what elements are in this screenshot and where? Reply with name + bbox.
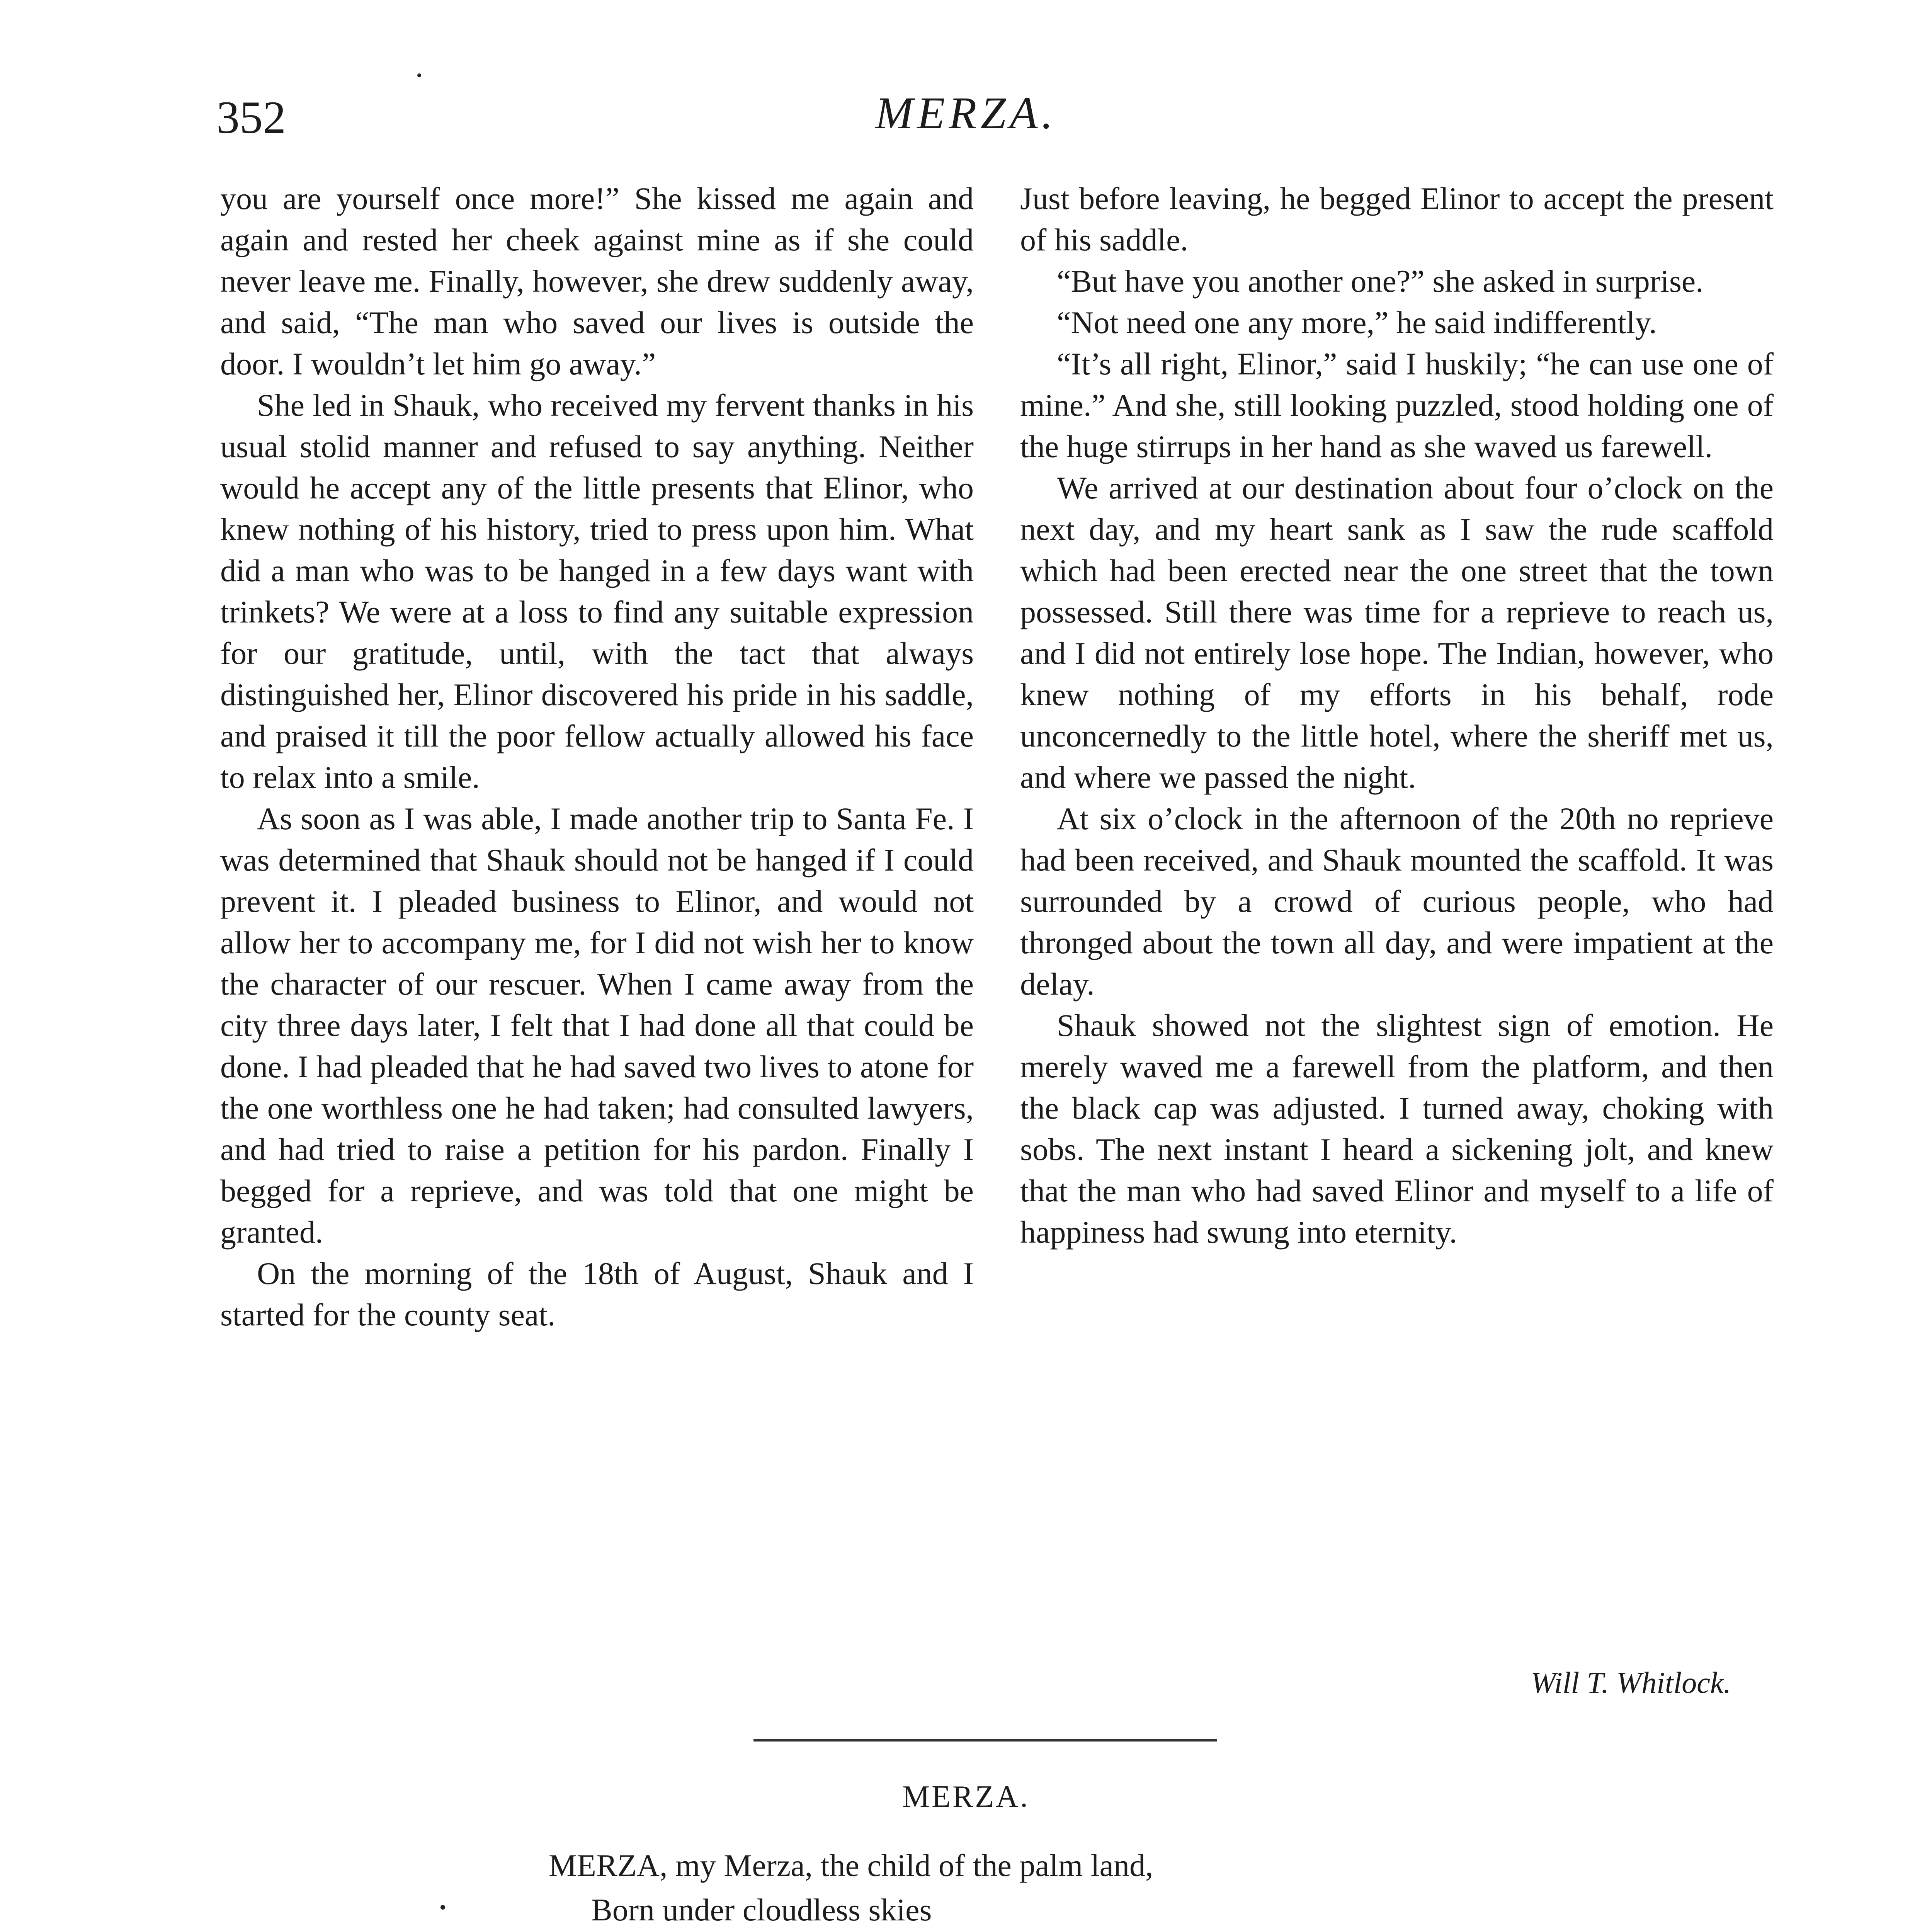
print-speck	[417, 73, 421, 77]
story-left-column	[220, 178, 974, 1335]
story-paragraph: She led in Shauk, who received my fervent thanks in his usual stolid manner and refused to say anything. Neither would he accept any of the little presents that Elinor, who knew nothing of his history, tried to press upon him. What did a man who was to be hanged in a few days want with trinkets? We were at a loss to find any suitable expression for our gratitude, until, with the tact that always distinguished her, Elinor discovered his pride in his saddle, and praised it till the poor fellow actually allowed his face to relax into a smile.	[220, 388, 974, 795]
story-paragraph: “Not need one any more,” he said indifferently.	[1057, 305, 1657, 340]
story-paragraph: On the morning of the 18th of August, Shauk and I started for the county seat.	[220, 1256, 974, 1332]
story-paragraph: Just before leaving, he begged Elinor to accept the present of his saddle.	[1020, 181, 1774, 257]
story-paragraph: you are yourself once more!” She kissed me again and again and rested her cheek against mine as if she could never leave me. Finally, however, she drew suddenly away, and said, “The man who saved our lives is outside the door. I wouldn’t let him go away.”	[220, 181, 974, 381]
poem-line: Born under cloudless skies	[591, 1892, 932, 1927]
section-divider	[753, 1739, 1217, 1742]
story-paragraph: As soon as I was able, I made another trip to Santa Fe. I was determined that Shauk should not be hanged if I could prevent it. I pleaded business to Elinor, and would not allow her to accompany me, for I did not wish her to know the character of our rescuer. When I came away from the city three days later, I felt that I had done all that could be done. I had pleaded that he had saved two lives to atone for the one worthless one he had taken; had consulted lawyers, and had tried to raise a petition for his pardon. Finally I begged for a reprieve, and was told that one might be granted.	[220, 801, 974, 1250]
story-paragraph: “But have you another one?” she asked in surprise.	[1057, 264, 1704, 299]
story-paragraph: “It’s all right, Elinor,” said I huskily; “he can use one of mine.” And she, still looking puzzled, stood holding one of the huge stirrups in her hand as she waved us farewell.	[1020, 346, 1774, 464]
running-title: MERZA.	[875, 88, 1057, 138]
story-byline: Will T. Whitlock.	[1531, 1666, 1731, 1699]
story-right-column	[1020, 178, 1774, 1253]
poem-line: MERZA, my Merza, the child of the palm land,	[549, 1848, 1153, 1883]
poem-stanza	[549, 1843, 1631, 1932]
print-speck	[440, 1905, 445, 1910]
story-paragraph: At six o’clock in the afternoon of the 20th no reprieve had been received, and Shauk mounted the scaffold. It was surrounded by a crowd of curious people, who had thronged about the town all day, and were impatient at the delay.	[1020, 801, 1774, 1002]
poem-title: MERZA.	[902, 1780, 1030, 1814]
page-number: 352	[216, 92, 286, 143]
story-paragraph: Shauk showed not the slightest sign of emotion. He merely waved me a farewell from the platform, and then the black cap was adjusted. I turned away, choking with sobs. The next instant I heard a sickening jolt, and knew that the man who had saved Elinor and myself to a life of happiness had swung into eternity.	[1020, 1008, 1774, 1250]
poem	[549, 1843, 1631, 1932]
story-paragraph: We arrived at our destination about four o’clock on the next day, and my heart sank as I saw the rude scaffold which had been erected near the one street that the town possessed. Still there was time for a reprieve to reach us, and I did not entirely lose hope. The Indian, however, who knew nothing of my efforts in his behalf, rode unconcernedly to the little hotel, where the sheriff met us, and where we passed the night.	[1020, 470, 1774, 795]
running-head	[0, 87, 1932, 149]
